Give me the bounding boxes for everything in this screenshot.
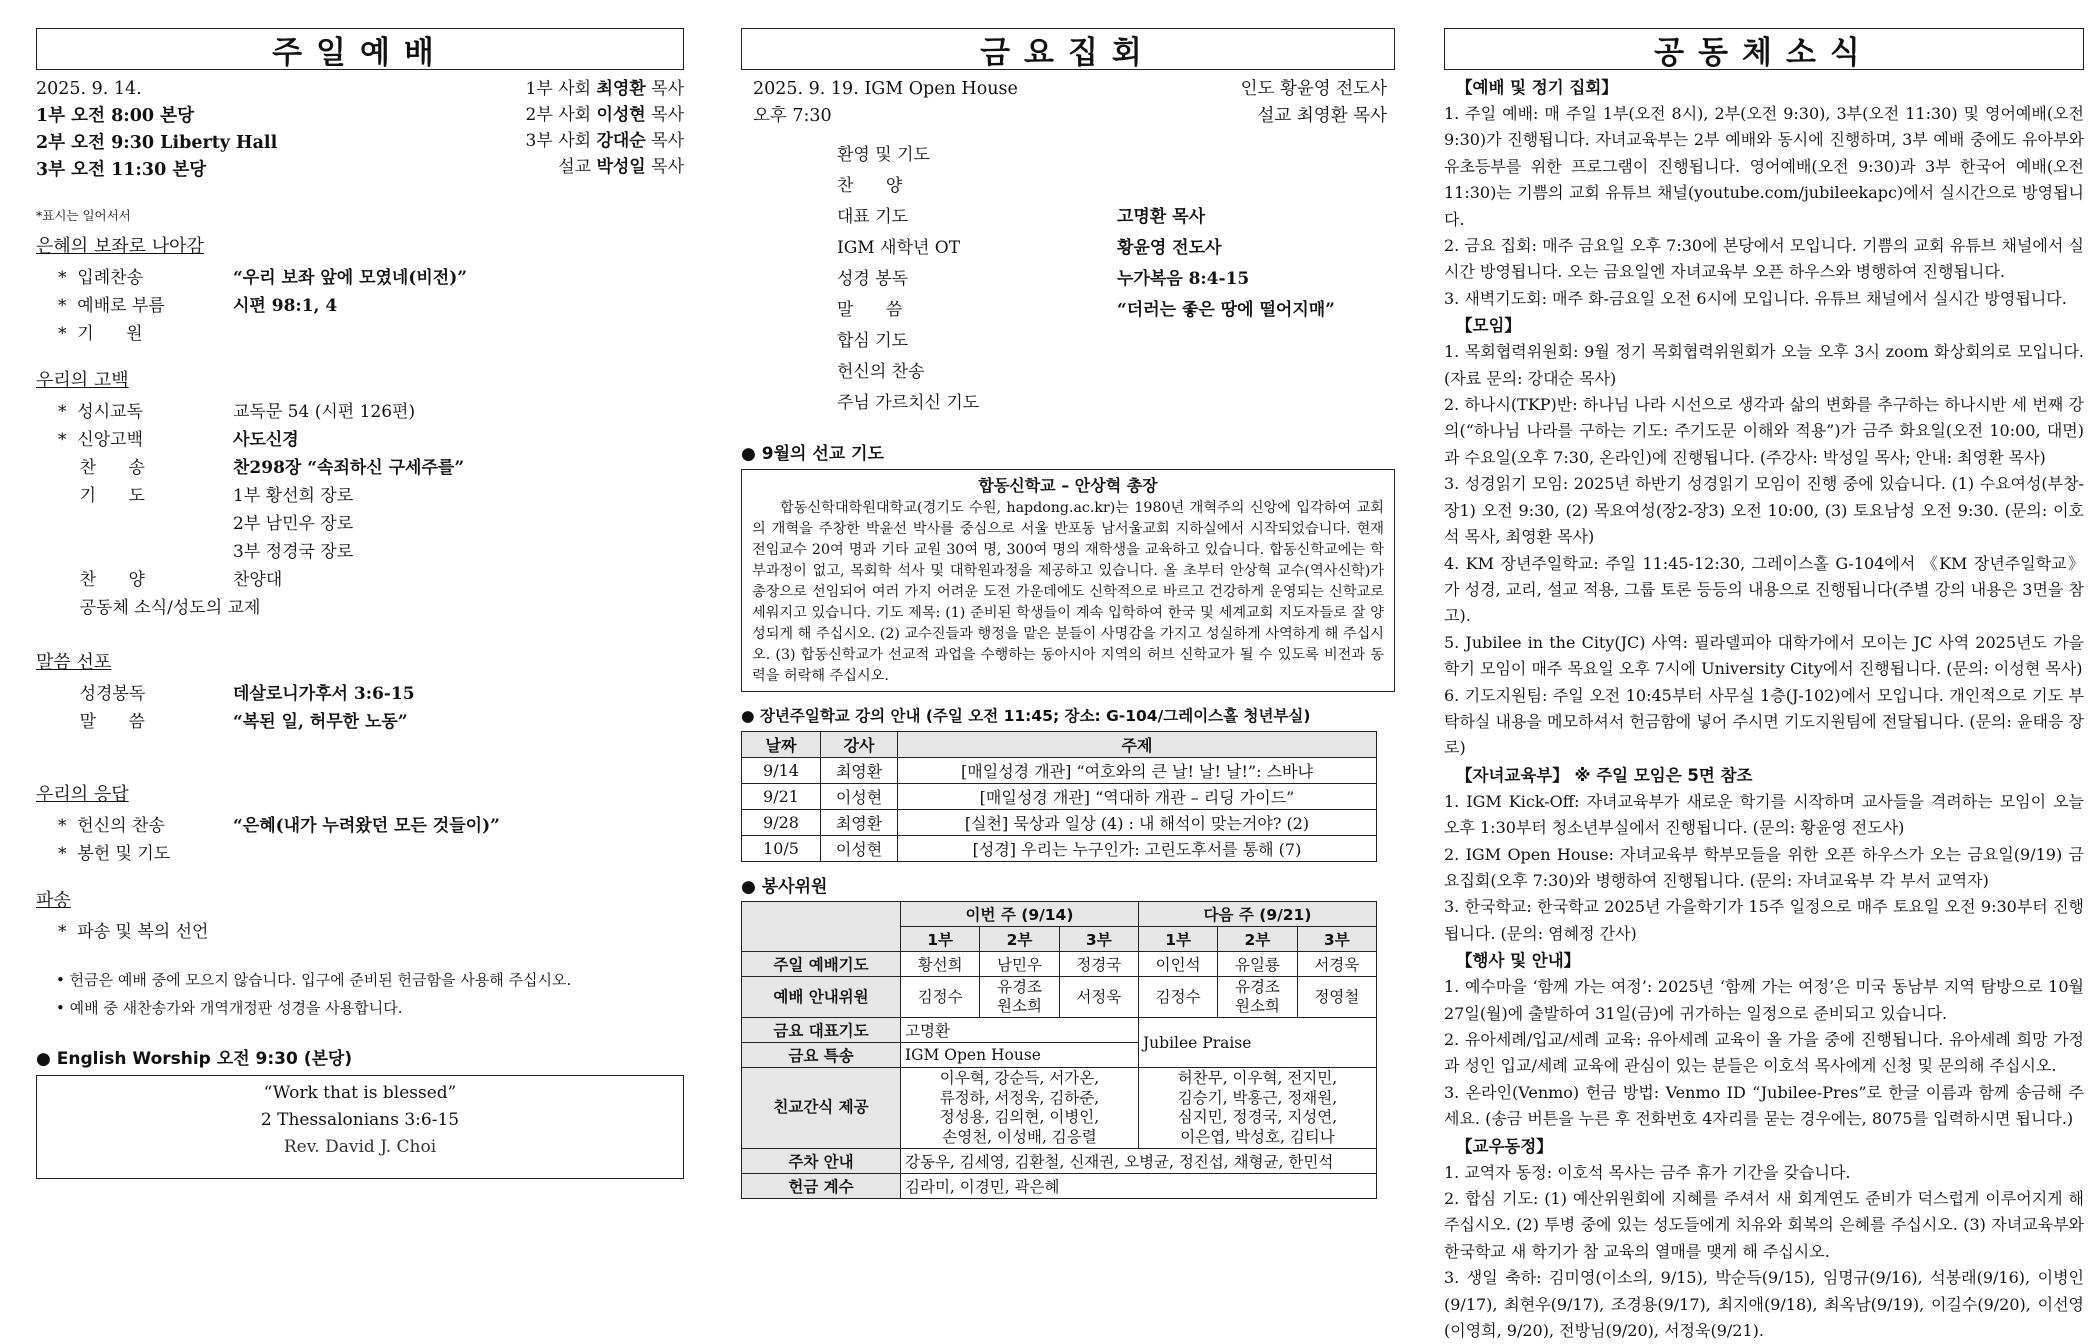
news-item: 3. 새벽기도회: 매주 화-금요일 오전 6시에 모입니다. 유튜브 채널에서 실시간 방영됩니다.	[1444, 288, 2067, 308]
mission-heading: ● 9월의 선교 기도	[741, 444, 884, 464]
news-subheading: 【자녀교육부】 ※ 주일 모임은 5면 참조	[1456, 765, 1753, 785]
friday-item: IGM 새학년 OT 황윤영 전도사	[837, 238, 1222, 258]
table-row: 주차 안내 강동우, 김세영, 김환철, 신재권, 오병균, 정진섭, 채형균, 한민석	[742, 1149, 1377, 1174]
news-subheading: 【행사 및 안내】	[1456, 951, 1581, 971]
worship-item: 찬 양 찬양대	[58, 570, 283, 590]
sunday-date: 2025. 9. 14.	[36, 79, 142, 99]
table-row: 예배 안내위원 김정수 유경조 원소희 서정욱 김정수 유경조 원소희 정영철	[742, 977, 1377, 1018]
order-of-worship	[36, 232, 684, 946]
volunteers-table: 이번 주 (9/14) 다음 주 (9/21) 1부 2부 3부 1부 2부 3부 주일 예배기도 황선희 남민우 정경국 이인석 유일룡 서경욱 예배 안내위원 김정수 유경조 원소희 서정욱 김정수 유경조 원소희 정영철 금요 대표기도 고명환 Jubilee Praise 금요 특송 IGM Open House 친교간식 제공 이우혁, 강순득, 서가온, 류정하, 서정욱, 김하준, 정성용, 김의현, 이병인, 손영천, 이성배, 김응렬 허찬무, 이우혁, 전지민, 김승기, 박홍근, 정재원, 심지민, 정경국, 지성연, 이은엽, 박성호, 김티나 주차 안내 강동우, 김세영, 김환철, 신재권, 오병균, 정진섭, 채형균, 한민석 헌금 계수 김라미, 이경민, 곽은혜	[741, 901, 1377, 1199]
news-item: 6. 기도지원팀: 주일 오전 10:45부터 사무실 1층(J-102)에서 모입니다. 개인적으로 기도 부탁하실 내용을 메모하셔서 헌금함에 넣어 주시면 기도지원팀에 전달됩니다. (문의: 윤태응 장로)	[1444, 685, 2084, 758]
friday-leader: 인도 황윤영 전도사	[1240, 79, 1387, 99]
lecture-heading: ● 장년주일학교 강의 안내 (주일 오전 11:45; 장소: G-104/그레이스홀 청년부실)	[741, 707, 1311, 725]
worship-item: * 기 원	[58, 324, 143, 344]
friday-item: 대표 기도 고명환 목사	[837, 207, 1206, 227]
news-item: 1. 예수마을 ‘함께 가는 여정’: 2025년 ‘함께 가는 여정’은 미국 동남부 지역 탐방으로 10월 27일(월)에 출발하여 31일(금)에 귀가하는 일정으로 준비되고 있습니다.	[1444, 977, 2084, 1023]
english-sermon-title: “Work that is blessed”	[263, 1083, 457, 1103]
table-row: 9/21 이성현 [매일성경 개관] “역대하 개관 – 리딩 가이드”	[742, 784, 1377, 810]
friday-date: 2025. 9. 19. IGM Open House	[753, 79, 1018, 99]
news-item: 1. IGM Kick-Off: 자녀교육부가 새로운 학기를 시작하며 교사들을 격려하는 모임이 오늘 오후 1:30부터 청소년부실에서 진행됩니다. (문의: 황윤영 전도사)	[1444, 791, 2084, 838]
news-item: 5. Jubilee in the City(JC) 사역: 필라델피아 대학가에서 모이는 JC 사역 2025년도 가을학기 모임이 매주 목요일 오후 7시에 University City에서 진행됩니다. (문의: 이성현 목사)	[1444, 632, 2084, 679]
friday-item: 합심 기도	[837, 331, 909, 351]
sunday-worship-column	[36, 28, 684, 1179]
table-row: 9/28 최영환 [실천] 묵상과 일상 (4) : 내 해석이 맞는거야? (2)	[742, 810, 1377, 836]
friday-item: 성경 봉독 누가복음 8:4-15	[837, 269, 1250, 289]
worship-item: 공동체 소식/성도의 교제	[58, 598, 261, 618]
worship-item: 찬 송 찬298장 “속죄하신 구세주를”	[58, 458, 465, 478]
worship-item: * 신앙고백 사도신경	[58, 430, 299, 450]
table-row: 주일 예배기도 황선희 남민우 정경국 이인석 유일룡 서경욱	[742, 952, 1377, 977]
english-scripture: 2 Thessalonians 3:6-15	[260, 1110, 460, 1130]
worship-item: * 봉헌 및 기도	[58, 844, 171, 864]
worship-item: * 예배로 부름 시편 98:1, 4	[58, 296, 338, 316]
col-speaker: 강사	[821, 732, 898, 758]
news-subheading: 【모임】	[1456, 316, 1521, 336]
service-3: 3부 오전 11:30 본당	[36, 160, 207, 180]
table-row: 금요 대표기도 고명환 Jubilee Praise	[742, 1018, 1377, 1043]
english-worship-box	[36, 1075, 684, 1179]
news-item: 2. 하나시(TKP)반: 하나님 나라 시선으로 생각과 삶의 변화를 추구하는 하나시반 세 번째 강의(“하나님 나라를 구하는 기도: 주기도문 이해와 적용”)가 금주 화요일(오전 10:00, 대면)과 수요일(오후 7:30, 온라인)에 진행됩니다. (주강사: 박성일 목사; 안내: 최영환 목사)	[1444, 395, 2084, 467]
news-item: 1. 주일 예배: 매 주일 1부(오전 8시), 2부(오전 9:30), 3부(오전 11:30) 및 영어예배(오전 9:30)가 진행됩니다. 자녀교육부는 2부 예배와 동시에 진행하며, 3부 예배 중에도 유아부와 유초등부를 위한 프로그램이 진행됩니다. 영어예배(오전 9:30)과 3부 한국어 예배(오전 11:30)는 기쁨의 교회 유튜브 채널(youtube.com/jubileekapc)에서 실시간으로 방영됩니다.	[1444, 104, 2084, 229]
english-preacher: Rev. David J. Choi	[283, 1137, 437, 1157]
table-row: 금요 특송 IGM Open House	[742, 1043, 1377, 1068]
friday-time: 오후 7:30	[753, 106, 832, 126]
table-row: 친교간식 제공 이우혁, 강순득, 서가온, 류정하, 서정욱, 김하준, 정성용, 김의현, 이병인, 손영천, 이성배, 김응렬 허찬무, 이우혁, 전지민, 김승기, 박홍근, 정재원, 심지민, 정경국, 지성연, 이은엽, 박성호, 김티나	[742, 1068, 1377, 1149]
worship-item: * 헌신의 찬송 “은혜(내가 누려왔던 모든 것들이)”	[58, 816, 500, 836]
worship-item: 2부 남민우 장로	[233, 514, 354, 534]
friday-preacher: 설교 최영환 목사	[1257, 106, 1387, 126]
worship-item: 기 도 1부 황선희 장로	[58, 486, 354, 506]
service-2: 2부 오전 9:30 Liberty Hall	[36, 133, 278, 153]
sunday-header: 주일예배	[36, 28, 684, 70]
table-row: 헌금 계수 김라미, 이경민, 곽은혜	[742, 1174, 1377, 1199]
friday-item: 말 씀 “더러는 좋은 땅에 떨어지매”	[837, 300, 1335, 320]
sunday-leaders: 1부 사회 최영환 목사 2부 사회 이성현 목사 3부 사회 강대순 목사 설교 박성일 목사	[525, 79, 684, 177]
news-item: 3. 온라인(Venmo) 헌금 방법: Venmo ID “Jubilee-Pres”로 한글 이름과 함께 송금해 주세요. (송금 버튼을 누른 후 전화번호 4자리를 묻는 경우에는, 8075를 입력하시면 됩니다.)	[1444, 1082, 2084, 1129]
service-1: 1부 오전 8:00 본당	[36, 106, 194, 126]
section-title: 말씀 선포	[36, 652, 112, 673]
section-title: 파송	[36, 890, 71, 911]
friday-order	[741, 140, 1395, 419]
mission-body: 합동신학대학원대학교(경기도 수원, hapdong.ac.kr)는 1980년 개혁주의 신앙에 입각하여 교회의 개혁을 주창한 박윤선 박사를 중심으로 서울 반포동 남서울교회 지하실에서 시작되었습니다. 현재 전임교수 20여 명과 기타 교원 30여 명, 300여 명의 재학생을 교육하고 있습니다. 합동신학교에는 학부과정이 없고, 목회학 석사 및 대학원과정을 제공하고 있습니다. 올 초부터 안상혁 교수(역사신학)가 총장으로 선임되어 여러 가지 어려운 도전 가운데에도 신학적으로 바르고 건강하게 운영되는 신학교로 세워지고 있습니다. 기도 제목: (1) 준비된 학생들이 계속 입학하여 한국 및 세계교회 지도자들로 잘 양성되게 해 주십시오. (2) 교수진들과 행정을 맡은 분들이 사명감을 가지고 성실하게 사역하게 해 주십시오. (3) 합동신학교가 선교적 과업을 수행하는 동아시아 지역의 허브 신학교가 될 수 있도록 비전과 동력을 허락해 주십시오.	[752, 500, 1384, 684]
next-week-header: 다음 주 (9/21)	[1138, 902, 1376, 927]
col-date: 날짜	[742, 732, 821, 758]
worship-item: 말 씀 “복된 일, 허무한 노동”	[58, 712, 408, 732]
news-item: 2. 유아세례/입교/세례 교육: 유아세례 교육이 올 가을 중에 진행됩니다. 유아세례 희망 가정과 성인 입교/세례 교육에 관심이 있는 분들은 이호석 목사에게 신청 및 문의해 주십시오.	[1444, 1030, 2084, 1076]
section-title: 우리의 응답	[36, 784, 129, 805]
table-row: 9/14 최영환 [매일성경 개관] “여호와의 큰 날! 날! 날!”: 스바냐	[742, 758, 1377, 784]
section-title: 은혜의 보좌로 나아감	[36, 236, 204, 257]
friday-item: 환영 및 기도	[837, 145, 930, 165]
friday-item: 주님 가르치신 기도	[837, 393, 980, 413]
friday-item: 헌신의 찬송	[837, 362, 925, 382]
worship-item: 3부 정경국 장로	[233, 542, 354, 562]
news-item: 3. 한국학교: 한국학교 2025년 가을학기가 15주 일정으로 매주 토요일 오전 9:30부터 진행됩니다. (문의: 염혜정 간사)	[1444, 897, 2084, 943]
worship-item: * 파송 및 복의 선언	[58, 922, 209, 942]
this-week-header: 이번 주 (9/14)	[901, 902, 1139, 927]
worship-item: * 입례찬송 “우리 보좌 앞에 모였네(비전)”	[58, 268, 468, 288]
news-item: 2. 금요 집회: 매주 금요일 오후 7:30에 본당에서 모입니다. 기쁨의 교회 유튜브 채널에서 실시간 방영됩니다. 오는 금요일엔 자녀교육부 오픈 하우스와 병행하여 진행됩니다.	[1444, 236, 2084, 282]
news-subheading: 【예배 및 정기 집회】	[1456, 78, 1618, 97]
news-subheading: 【교우동정】	[1456, 1136, 1553, 1156]
friday-column	[741, 28, 1395, 1199]
stand-note: *표시는 일어서서	[36, 208, 131, 223]
volunteers-heading: ● 봉사위원	[741, 877, 828, 897]
offering-notes: • 헌금은 예배 중에 모으지 않습니다. 입구에 준비된 헌금함을 사용해 주십시오. • 예배 중 새찬송가와 개역개정판 성경을 사용합니다.	[56, 971, 572, 1017]
news-body	[1444, 74, 2084, 1344]
col-topic: 주제	[898, 732, 1377, 758]
worship-item: * 성시교독 교독문 54 (시편 126편)	[58, 402, 416, 422]
news-header: 공동체소식	[1444, 28, 2084, 70]
english-worship-heading: ● English Worship 오전 9:30 (본당)	[36, 1049, 353, 1069]
worship-item: 성경봉독 데살로니가후서 3:6-15	[58, 684, 415, 704]
friday-header: 금요집회	[741, 28, 1395, 70]
news-item: 3. 성경읽기 모임: 2025년 하반기 성경읽기 모임이 진행 중에 있습니다. (1) 수요여성(부창-장1) 오전 9:30, (2) 목요여성(장2-장3) 오전 10:00, (3) 토요남성 오전 9:30. (문의: 이호석 목사, 최영환 목사)	[1444, 474, 2084, 547]
news-item: 2. 합심 기도: (1) 예산위원회에 지혜를 주셔서 새 회계연도 준비가 덕스럽게 이루어지게 해 주십시오. (2) 투병 중에 있는 성도들에게 치유와 회복의 은혜를 주십시오. (3) 자녀교육부와 한국학교 새 학기가 참 교육의 열매를 맺게 해 주십시오.	[1444, 1189, 2084, 1261]
news-item: 3. 생일 축하: 김미영(이소의, 9/15), 박순득(9/15), 임명규(9/16), 석봉래(9/16), 이병인(9/17), 최현우(9/17), 조경용(9/17), 최지애(9/18), 최옥남(9/19), 이길수(9/20), 이선영(이영희, 9/20), 전방님(9/20), 서정욱(9/21).	[1444, 1268, 2084, 1341]
mission-title: 합동신학교 – 안상혁 총장	[978, 476, 1158, 495]
friday-item: 찬 양	[837, 176, 903, 196]
news-item: 1. 교역자 동정: 이호석 목사는 금주 휴가 기간을 갖습니다.	[1444, 1162, 1851, 1182]
lecture-table	[741, 731, 1377, 862]
mission-box	[741, 469, 1395, 692]
news-item: 2. IGM Open House: 자녀교육부 학부모들을 위한 오픈 하우스가 오는 금요일(9/19) 금요집회(오후 7:30)와 병행하여 진행됩니다. (문의: 자녀교육부 각 부서 교역자)	[1444, 844, 2084, 890]
section-title: 우리의 고백	[36, 370, 129, 391]
table-row: 10/5 이성현 [성경] 우리는 누구인가: 고린도후서를 통해 (7)	[742, 836, 1377, 862]
community-news-column	[1444, 28, 2084, 1344]
news-item: 1. 목회협력위원회: 9월 정기 목회협력위원회가 오늘 오후 3시 zoom 화상회의로 모입니다. (자료 문의: 강대순 목사)	[1444, 342, 2084, 388]
news-item: 4. KM 장년주일학교: 주일 11:45-12:30, 그레이스홀 G-104에서 《KM 장년주일학교》가 성경, 교리, 설교 적용, 그룹 토론 등등의 내용으로 진행됩니다(주별 강의 내용은 3면을 참고).	[1444, 553, 2084, 626]
